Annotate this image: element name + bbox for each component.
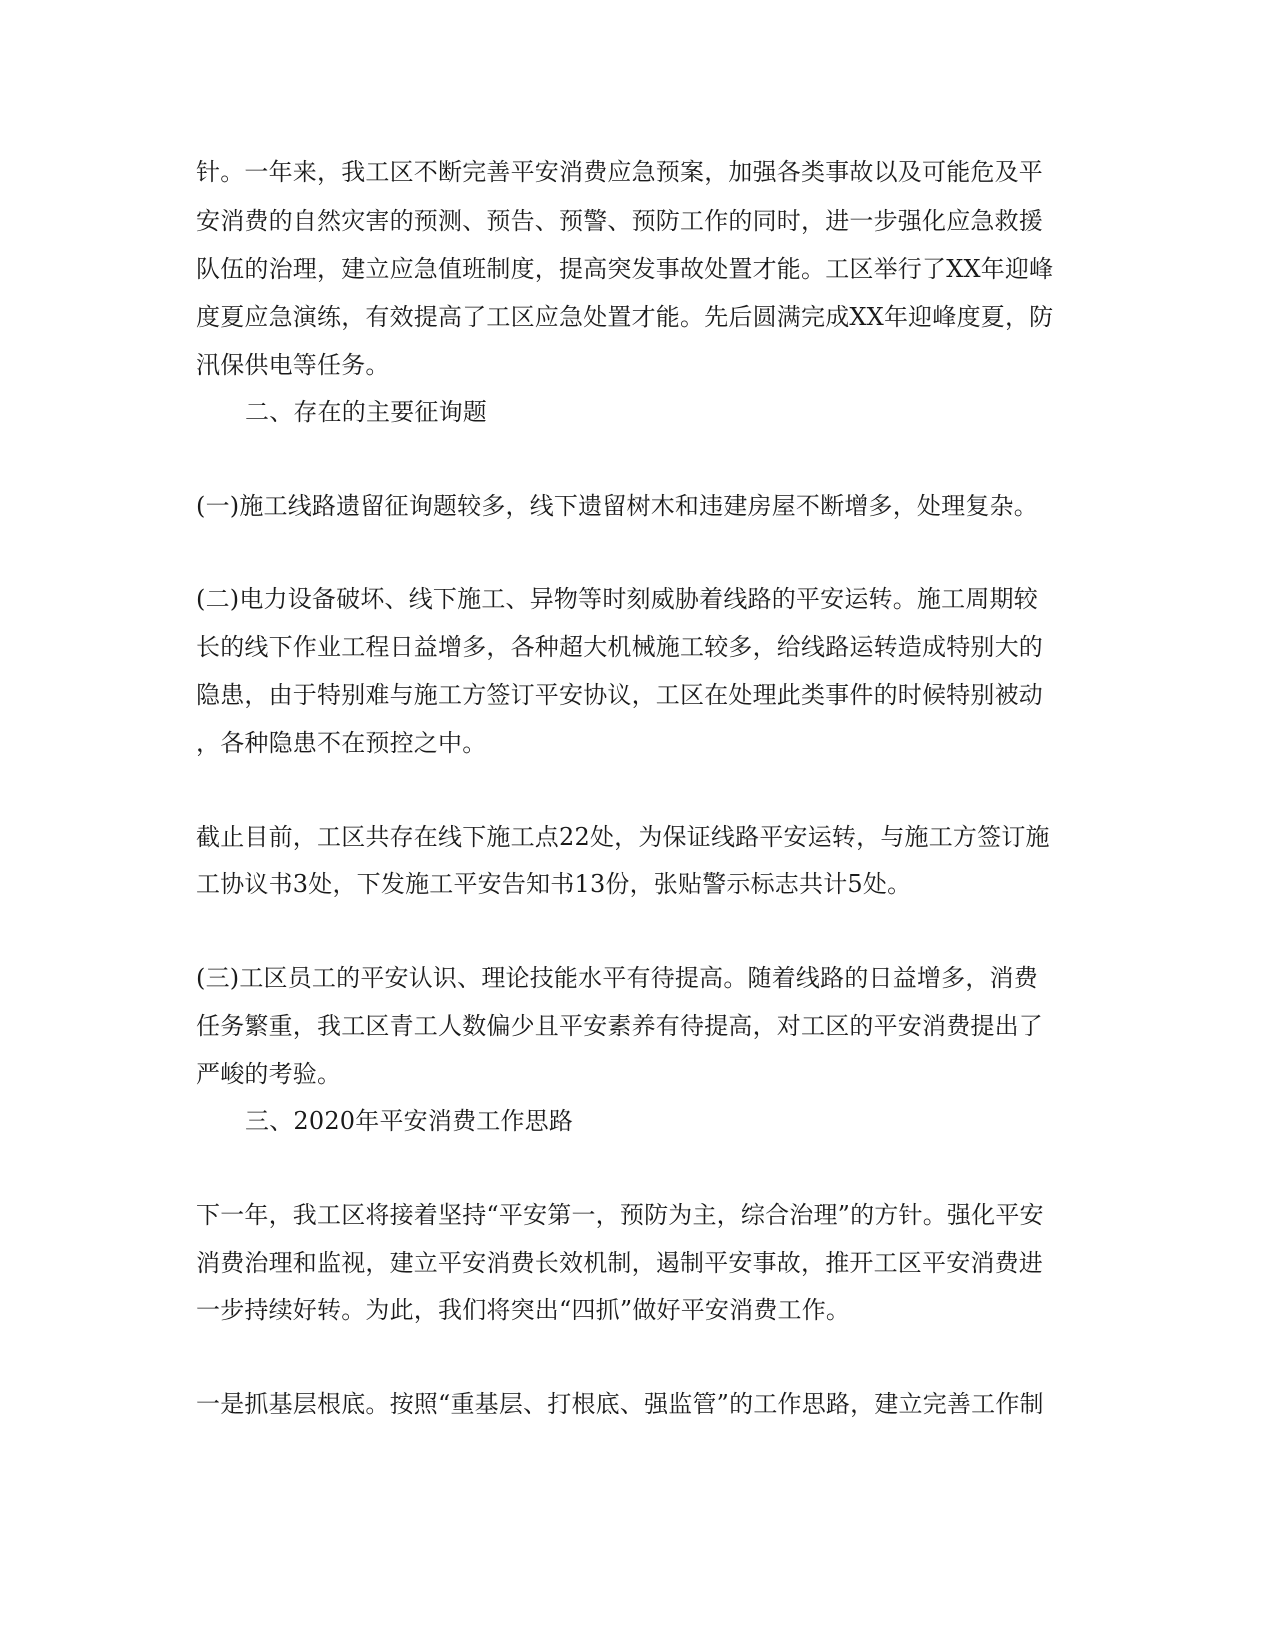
paragraph-line: 安消费的自然灾害的预测、预告、预警、预防工作的同时，进一步强化应急救援 <box>196 207 1043 235</box>
paragraph-line: 度夏应急演练，有效提高了工区应急处置才能。先后圆满完成XX年迎峰度夏，防 <box>196 303 1054 331</box>
paragraph-line: 严峻的考验。 <box>196 1060 342 1088</box>
paragraph-line: (三)工区员工的平安认识、理论技能水平有待提高。随着线路的日益增多，消费 <box>196 964 1038 992</box>
paragraph-line: 消费治理和监视，建立平安消费长效机制，遏制平安事故，推开工区平安消费进 <box>196 1249 1043 1277</box>
paragraph-line: 一步持续好转。为此，我们将突出“四抓”做好平安消费工作。 <box>196 1296 851 1324</box>
paragraph-line: 工协议书3处，下发施工平安告知书13份，张贴警示标志共计5处。 <box>196 870 912 898</box>
paragraph-line: 汛保供电等任务。 <box>196 351 390 379</box>
paragraph-line: (二)电力设备破坏、线下施工、异物等时刻威胁着线路的平安运转。施工周期较 <box>196 585 1038 613</box>
paragraph-line: 针。一年来，我工区不断完善平安消费应急预案，加强各类事故以及可能危及平 <box>196 158 1043 186</box>
paragraph-line: (一)施工线路遗留征询题较多，线下遗留树木和违建房屋不断增多，处理复杂。 <box>196 492 1038 520</box>
paragraph-line: 任务繁重，我工区青工人数偏少且平安素养有待提高，对工区的平安消费提出了 <box>196 1012 1043 1040</box>
paragraph-line: 下一年，我工区将接着坚持“平安第一，预防为主，综合治理”的方针。强化平安 <box>196 1201 1044 1229</box>
paragraph-line: 长的线下作业工程日益增多，各种超大机械施工较多，给线路运转造成特别大的 <box>196 633 1043 661</box>
section-heading: 二、存在的主要征询题 <box>245 398 487 426</box>
paragraph-line: ，各种隐患不在预控之中。 <box>196 729 487 757</box>
section-heading: 三、2020年平安消费工作思路 <box>245 1107 574 1135</box>
paragraph-line: 一是抓基层根底。按照“重基层、打根底、强监管”的工作思路，建立完善工作制 <box>196 1390 1044 1418</box>
paragraph-line: 隐患，由于特别难与施工方签订平安协议，工区在处理此类事件的时候特别被动 <box>196 681 1043 709</box>
paragraph-line: 截止目前，工区共存在线下施工点22处，为保证线路平安运转，与施工方签订施 <box>196 823 1050 851</box>
paragraph-line: 队伍的治理，建立应急值班制度，提高突发事故处置才能。工区举行了XX年迎峰 <box>196 255 1054 283</box>
